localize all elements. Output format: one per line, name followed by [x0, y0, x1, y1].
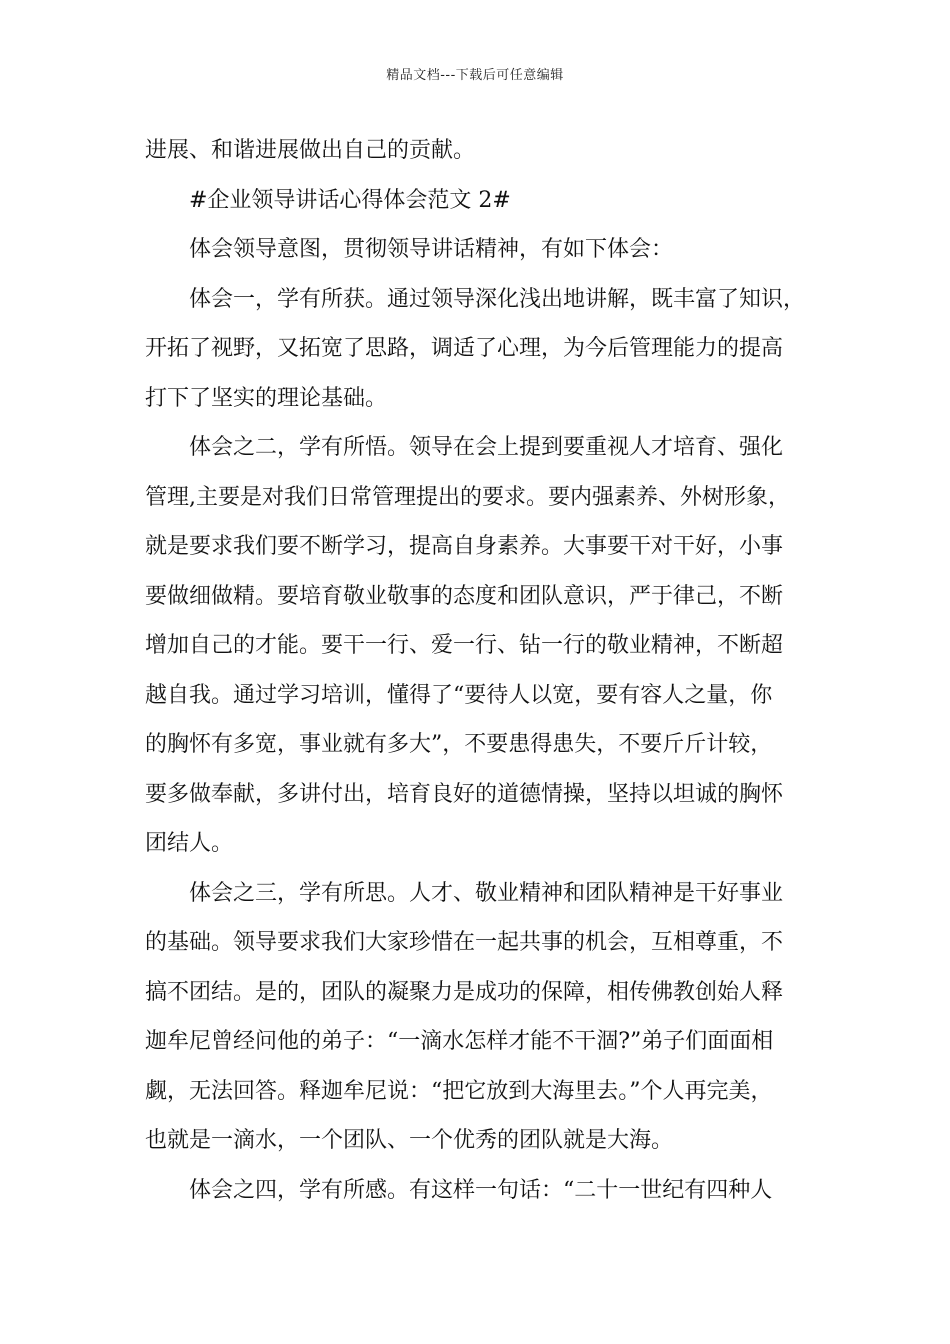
page-header: 精品文档---下载后可任意编辑	[386, 68, 564, 83]
text-line: 管理,主要是对我们日常管理提出的要求。要内强素养、外树形象，	[145, 484, 790, 510]
text-line: 体会之四，学有所感。有这样一句话：“二十一世纪有四种人	[189, 1177, 773, 1203]
text-line: 体会一，学有所获。通过领导深化浅出地讲解，既丰富了知识，	[189, 286, 806, 312]
text-line: 的胸怀有多宽，事业就有多大”，不要患得患失，不要斤斤计较，	[145, 732, 773, 757]
text-line: 体会领导意图，贯彻领导讲话精神，有如下体会：	[189, 237, 674, 262]
document-body	[145, 126, 815, 1215]
text-line: 要做细做精。要培育敬业敬事的态度和团队意识，严于律己，不断	[145, 583, 784, 609]
text-line: 打下了坚实的理论基础。	[145, 385, 388, 411]
text-line: 搞不团结。是的，团队的凝聚力是成功的保障，相传佛教创始人释	[145, 979, 784, 1005]
text-line: 要多做奉献，多讲付出，培育良好的道德情操，坚持以坦诚的胸怀	[145, 781, 784, 807]
text-line: 开拓了视野，又拓宽了思路，调适了心理，为今后管理能力的提高	[145, 336, 784, 361]
text-line: 就是要求我们要不断学习，提高自身素养。大事要干对干好，小事	[145, 534, 784, 559]
text-line: 迦牟尼曾经问他的弟子：“一滴水怎样才能不干涸?”弟子们面面相	[145, 1029, 774, 1054]
text-line: 增加自己的才能。要干一行、爱一行、钻一行的敬业精神，不断超	[145, 633, 784, 658]
text-line: 体会之二，学有所悟。领导在会上提到要重视人才培育、强化	[189, 435, 784, 460]
section-title: #企业领导讲话心得体会范文 2#	[189, 187, 511, 213]
text-line: 体会之三，学有所思。人才、敬业精神和团队精神是干好事业	[189, 880, 784, 906]
text-line: 进展、和谐进展做出自己的贡献。	[145, 138, 476, 163]
text-line: 也就是一滴水，一个团队、一个优秀的团队就是大海。	[145, 1128, 674, 1153]
text-line: 觑，无法回答。释迦牟尼说：“把它放到大海里去。”个人再完美，	[145, 1078, 773, 1104]
text-line: 团结人。	[145, 831, 234, 856]
text-line: 越自我。通过学习培训，懂得了“要待人以宽，要有容人之量，你	[145, 682, 773, 708]
text-line: 的基础。领导要求我们大家珍惜在一起共事的机会，互相尊重，不	[145, 930, 784, 955]
